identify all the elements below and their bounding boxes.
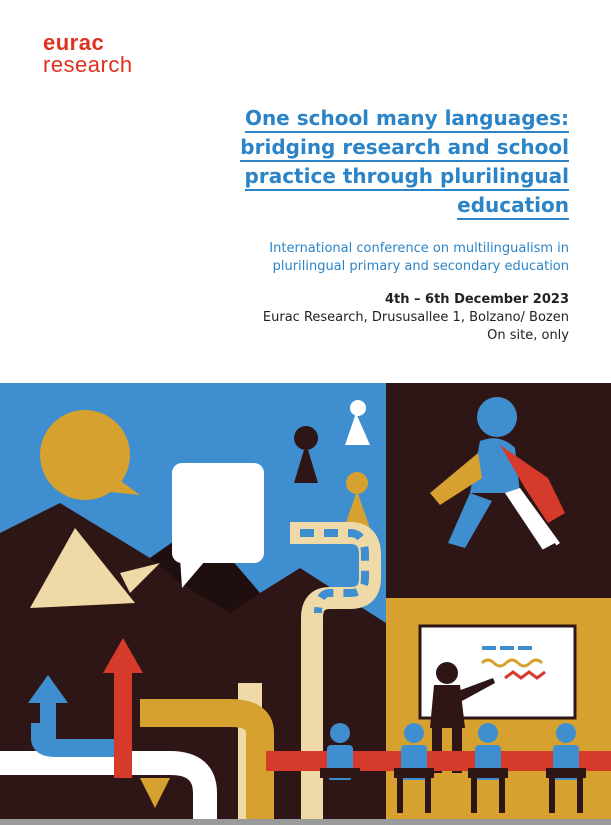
conference-subtitle xyxy=(209,240,569,276)
event-date: 4th – 6th December 2023 xyxy=(384,292,569,307)
title-line-4: education xyxy=(457,193,569,220)
subtitle-line-2: plurilingual primary and secondary education xyxy=(272,259,569,274)
logo-line-1: eurac xyxy=(43,30,105,55)
title-line-3: practice through plurilingual xyxy=(245,164,569,191)
page-title xyxy=(209,104,569,220)
event-details xyxy=(209,291,569,345)
eurac-logo xyxy=(43,32,133,76)
cover-illustration xyxy=(0,383,611,819)
subtitle-line-1: International conference on multilingualism in xyxy=(269,241,569,256)
logo-line-2: research xyxy=(43,52,133,77)
title-line-2: bridging research and school xyxy=(240,135,569,162)
title-line-1: One school many languages: xyxy=(245,106,569,133)
event-venue: Eurac Research, Drususallee 1, Bolzano/ Bozen xyxy=(262,310,569,325)
event-attendance: On site, only xyxy=(487,328,569,343)
bottom-strip xyxy=(0,819,611,825)
